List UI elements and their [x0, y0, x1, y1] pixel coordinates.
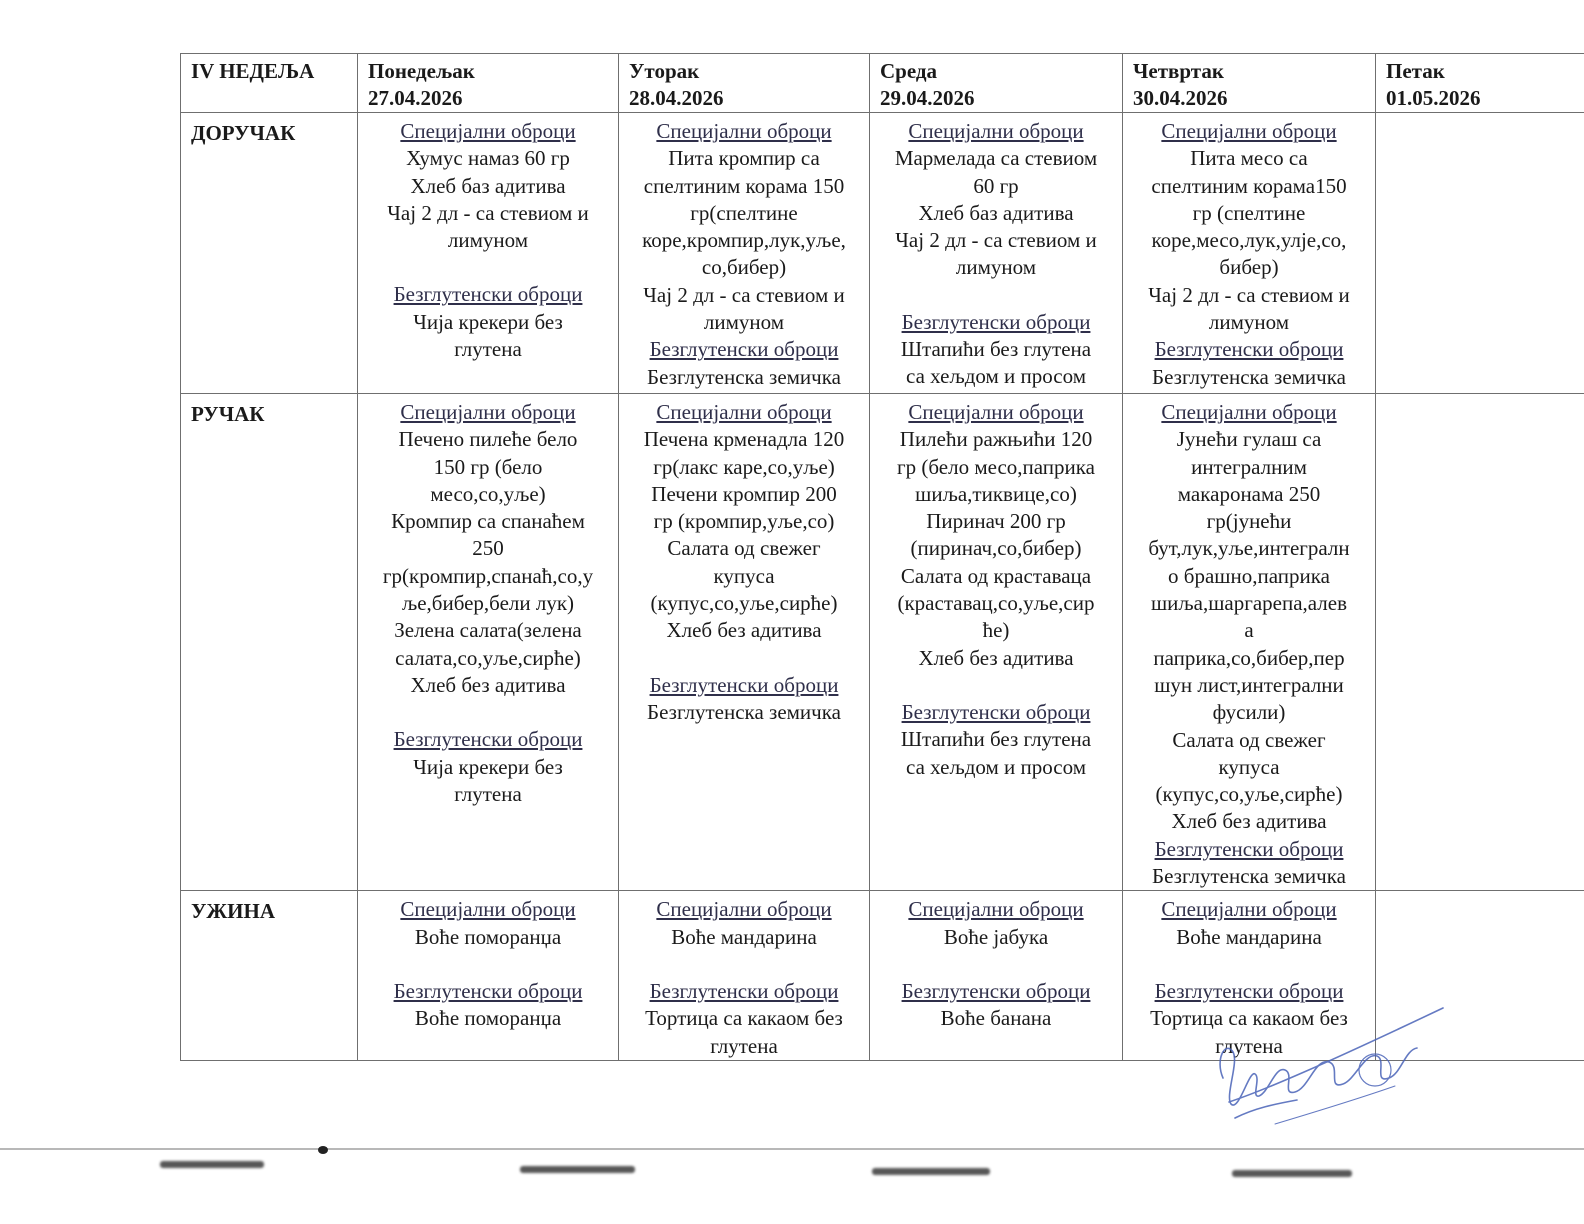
day-header: [1376, 54, 1584, 113]
meal-cell: [619, 394, 870, 891]
meal-line: гр (бело месо,паприка: [897, 454, 1095, 479]
gluten-free-heading: Безглутенски оброци: [393, 978, 583, 1003]
spacer: [362, 951, 614, 978]
day-date: 01.05.2026: [1386, 86, 1481, 110]
meal-line: са хељдом и просом: [906, 364, 1086, 389]
meal-cell: [1123, 113, 1376, 394]
day-name: Четвртак: [1133, 59, 1224, 83]
week-label: IV НЕДЕЉА: [181, 54, 358, 113]
meal-line: Хлеб без адитива: [1171, 809, 1327, 834]
meal-line: Печени кромпир 200: [651, 481, 837, 506]
meal-line: Зелена салата(зелена: [394, 618, 582, 643]
meal-line: Хлеб баз адитива: [918, 200, 1074, 225]
meal-line: ље,бибер,бели лук): [401, 591, 575, 616]
gluten-free-heading: Безглутенски оброци: [1154, 978, 1344, 1003]
meal-line: лимуном: [447, 228, 529, 253]
day-name: Уторак: [629, 59, 700, 83]
spacer: [623, 645, 865, 672]
scan-speck: [318, 1146, 328, 1154]
meal-line: Салата од свежег: [667, 536, 821, 561]
meal-line: Воће мандарина: [1176, 924, 1322, 949]
meal-line: Хлеб без адитива: [410, 672, 566, 697]
scan-smudge: [1232, 1170, 1352, 1177]
meal-line: Безглутенска земичка: [1152, 864, 1346, 889]
meal-line: глутена: [454, 337, 522, 362]
gluten-free-heading: Безглутенски оброци: [649, 978, 839, 1003]
meal-line: ће): [982, 618, 1010, 643]
day-header: [870, 54, 1123, 113]
meal-line: салата,со,уље,сирће): [395, 645, 581, 670]
meal-line: о брашно,паприка: [1168, 563, 1330, 588]
meal-line: Пита месо са: [1190, 146, 1308, 171]
meal-line: (краставац,со,уље,сир: [897, 591, 1095, 616]
meal-line: Пита кромпир са: [668, 146, 820, 171]
meal-row-lunch: [181, 394, 1584, 891]
gluten-free-heading: Безглутенски оброци: [1154, 836, 1344, 861]
scan-edge-line: [0, 1148, 1584, 1150]
meal-line: Пилећи ражњићи 120: [899, 427, 1093, 452]
gluten-free-heading: Безглутенски оброци: [649, 672, 839, 697]
meal-line: макаронама 250: [1177, 481, 1321, 506]
meal-line: месо,со,уље): [430, 481, 546, 506]
meal-cell: [1123, 394, 1376, 891]
meal-line: Пиринач 200 гр: [926, 509, 1066, 534]
meal-line: Безглутенска земичка: [647, 699, 841, 724]
meal-line: лимуном: [955, 255, 1037, 280]
meal-line: а: [1244, 618, 1254, 643]
special-meals-heading: Специјални оброци: [1161, 119, 1337, 143]
meal-line: Чај 2 дл - са стевиом и: [1148, 282, 1350, 307]
meal-line: шиља,тиквице,со): [915, 481, 1077, 506]
special-meals-heading: Специјални оброци: [400, 119, 576, 143]
meal-line: купуса: [713, 563, 775, 588]
scan-smudge: [520, 1166, 635, 1173]
meal-line: коре,месо,лук,улје,со,: [1151, 228, 1347, 253]
day-date: 28.04.2026: [629, 86, 724, 110]
meal-line: Салата од свежег: [1172, 727, 1326, 752]
meal-line: гр(лакс каре,со,уље): [653, 454, 835, 479]
day-date: 30.04.2026: [1133, 86, 1228, 110]
meal-line: (пиринач,со,бибер): [910, 536, 1082, 561]
meal-line: бибер): [1219, 255, 1279, 280]
meal-line: гр(кромпир,спанаћ,со,у: [382, 563, 594, 588]
meal-cell: [870, 891, 1123, 1060]
special-meals-heading: Специјални оброци: [656, 897, 832, 922]
meal-line: Кромпир са спанаћем: [391, 509, 585, 534]
meal-line: глутена: [454, 781, 522, 806]
meal-line: Мармелада са стевиом: [894, 146, 1098, 171]
meal-line: Воће мандарина: [671, 924, 817, 949]
gluten-free-heading: Безглутенски оброци: [649, 337, 839, 362]
special-meals-heading: Специјални оброци: [400, 897, 576, 922]
meal-line: паприка,со,бибер,пер: [1153, 645, 1345, 670]
meal-line: интегралним: [1191, 454, 1307, 479]
meal-cell: [619, 113, 870, 394]
meal-line: шиља,шаргарепа,алев: [1150, 591, 1348, 616]
spacer: [362, 254, 614, 281]
meal-line: шун лист,интегрални: [1154, 672, 1344, 697]
day-name: Среда: [880, 59, 938, 83]
meal-line: лимуном: [703, 310, 785, 335]
scan-smudge: [872, 1168, 990, 1175]
meal-line: гр (кромпир,уље,со): [653, 509, 835, 534]
meal-cell: [870, 394, 1123, 891]
meal-cell: [870, 113, 1123, 394]
gluten-free-heading: Безглутенски оброци: [901, 309, 1091, 334]
meal-line: глутена: [710, 1033, 778, 1058]
header-row: [181, 54, 1584, 113]
spacer: [874, 672, 1118, 699]
meal-line: гр(спелтине: [690, 200, 798, 225]
meal-cell: [358, 394, 619, 891]
meal-line: Безглутенска земичка: [647, 364, 841, 389]
meal-line: гр(јунећи: [1206, 509, 1292, 534]
meal-row-breakfast: [181, 113, 1584, 394]
meal-line: Салата од краставаца: [900, 563, 1092, 588]
day-name: Петак: [1386, 59, 1445, 83]
meal-line: Чија крекери без: [413, 309, 563, 334]
meal-line: Хлеб баз адитива: [410, 173, 566, 198]
meal-line: Чај 2 дл - са стевиом и: [895, 228, 1097, 253]
spacer: [362, 699, 614, 726]
meal-line: Хлеб без адитива: [918, 645, 1074, 670]
meal-line: Хлеб без адитива: [666, 618, 822, 643]
gluten-free-heading: Безглутенски оброци: [393, 727, 583, 752]
scan-smudge: [160, 1161, 264, 1168]
signature: [1205, 1000, 1455, 1140]
meal-line: со,бибер): [701, 255, 787, 280]
gluten-free-heading: Безглутенски оброци: [901, 978, 1091, 1003]
special-meals-heading: Специјални оброци: [400, 400, 576, 424]
spacer: [874, 951, 1118, 978]
meal-line: Печено пилеће бело: [398, 427, 578, 452]
special-meals-heading: Специјални оброци: [908, 897, 1084, 922]
meal-line: Хумус намаз 60 гр: [406, 146, 570, 171]
day-header: [358, 54, 619, 113]
spacer: [623, 951, 865, 978]
meal-line: Печена крменадла 120: [643, 427, 845, 452]
meal-line: купуса: [1218, 754, 1280, 779]
special-meals-heading: Специјални оброци: [656, 400, 832, 424]
meal-line: Безглутенска земичка: [1152, 364, 1346, 389]
day-name: Понедељак: [368, 59, 475, 83]
special-meals-heading: Специјални оброци: [1161, 400, 1337, 424]
meal-line: Тортица са какаом без: [645, 1006, 843, 1031]
meal-line: фусили): [1212, 700, 1286, 725]
meal-label: УЖИНА: [181, 891, 358, 1060]
meal-line: Чија крекери без: [413, 754, 563, 779]
meal-line: (купус,со,уље,сирће): [650, 591, 838, 616]
meal-cell: [358, 113, 619, 394]
day-header: [1123, 54, 1376, 113]
meal-line: лимуном: [1208, 310, 1290, 335]
meal-line: Воће јабука: [943, 924, 1049, 949]
spacer: [1127, 951, 1371, 978]
gluten-free-heading: Безглутенски оброци: [1154, 337, 1344, 362]
empty-cell: [1376, 113, 1584, 394]
meal-line: Чај 2 дл - са стевиом и: [387, 200, 589, 225]
meal-line: Штапићи без глутена: [900, 727, 1092, 752]
spacer: [874, 282, 1118, 309]
gluten-free-heading: Безглутенски оброци: [901, 699, 1091, 724]
meal-line: (купус,со,уље,сирће): [1155, 782, 1343, 807]
meal-line: спелтиним корама150: [1151, 173, 1347, 198]
meal-label: ДОРУЧАК: [181, 113, 358, 394]
meal-line: Штапићи без глутена: [900, 337, 1092, 362]
meal-line: глутена: [1215, 1033, 1283, 1058]
day-date: 29.04.2026: [880, 86, 975, 110]
meal-line: Чај 2 дл - са стевиом и: [643, 282, 845, 307]
meal-line: Воће поморанџа: [414, 924, 562, 949]
meal-line: 60 гр: [973, 173, 1019, 198]
special-meals-heading: Специјални оброци: [656, 119, 832, 143]
meal-cell: [358, 891, 619, 1060]
day-date: 27.04.2026: [368, 86, 463, 110]
meal-line: Јунећи гулаш са: [1176, 427, 1322, 452]
special-meals-heading: Специјални оброци: [908, 119, 1084, 143]
meal-line: гр (спелтине: [1192, 200, 1306, 225]
meal-line: са хељдом и просом: [906, 754, 1086, 779]
menu-table: [180, 53, 1584, 1061]
meal-line: коре,кромпир,лук,уље,: [642, 228, 846, 253]
gluten-free-heading: Безглутенски оброци: [393, 282, 583, 307]
meal-line: Воће поморанџа: [414, 1006, 562, 1031]
meal-label: РУЧАК: [181, 394, 358, 891]
meal-line: Воће банана: [940, 1006, 1052, 1031]
meal-line: бут,лук,уље,интегралн: [1148, 536, 1350, 561]
special-meals-heading: Специјални оброци: [1161, 897, 1337, 922]
special-meals-heading: Специјални оброци: [908, 400, 1084, 424]
meal-cell: [619, 891, 870, 1060]
meal-line: Тортица са какаом без: [1150, 1006, 1348, 1031]
meal-line: спелтиним корама 150: [643, 173, 845, 198]
meal-line: 250: [472, 536, 504, 561]
day-header: [619, 54, 870, 113]
empty-cell: [1376, 394, 1584, 891]
meal-line: 150 гр (бело: [433, 454, 543, 479]
